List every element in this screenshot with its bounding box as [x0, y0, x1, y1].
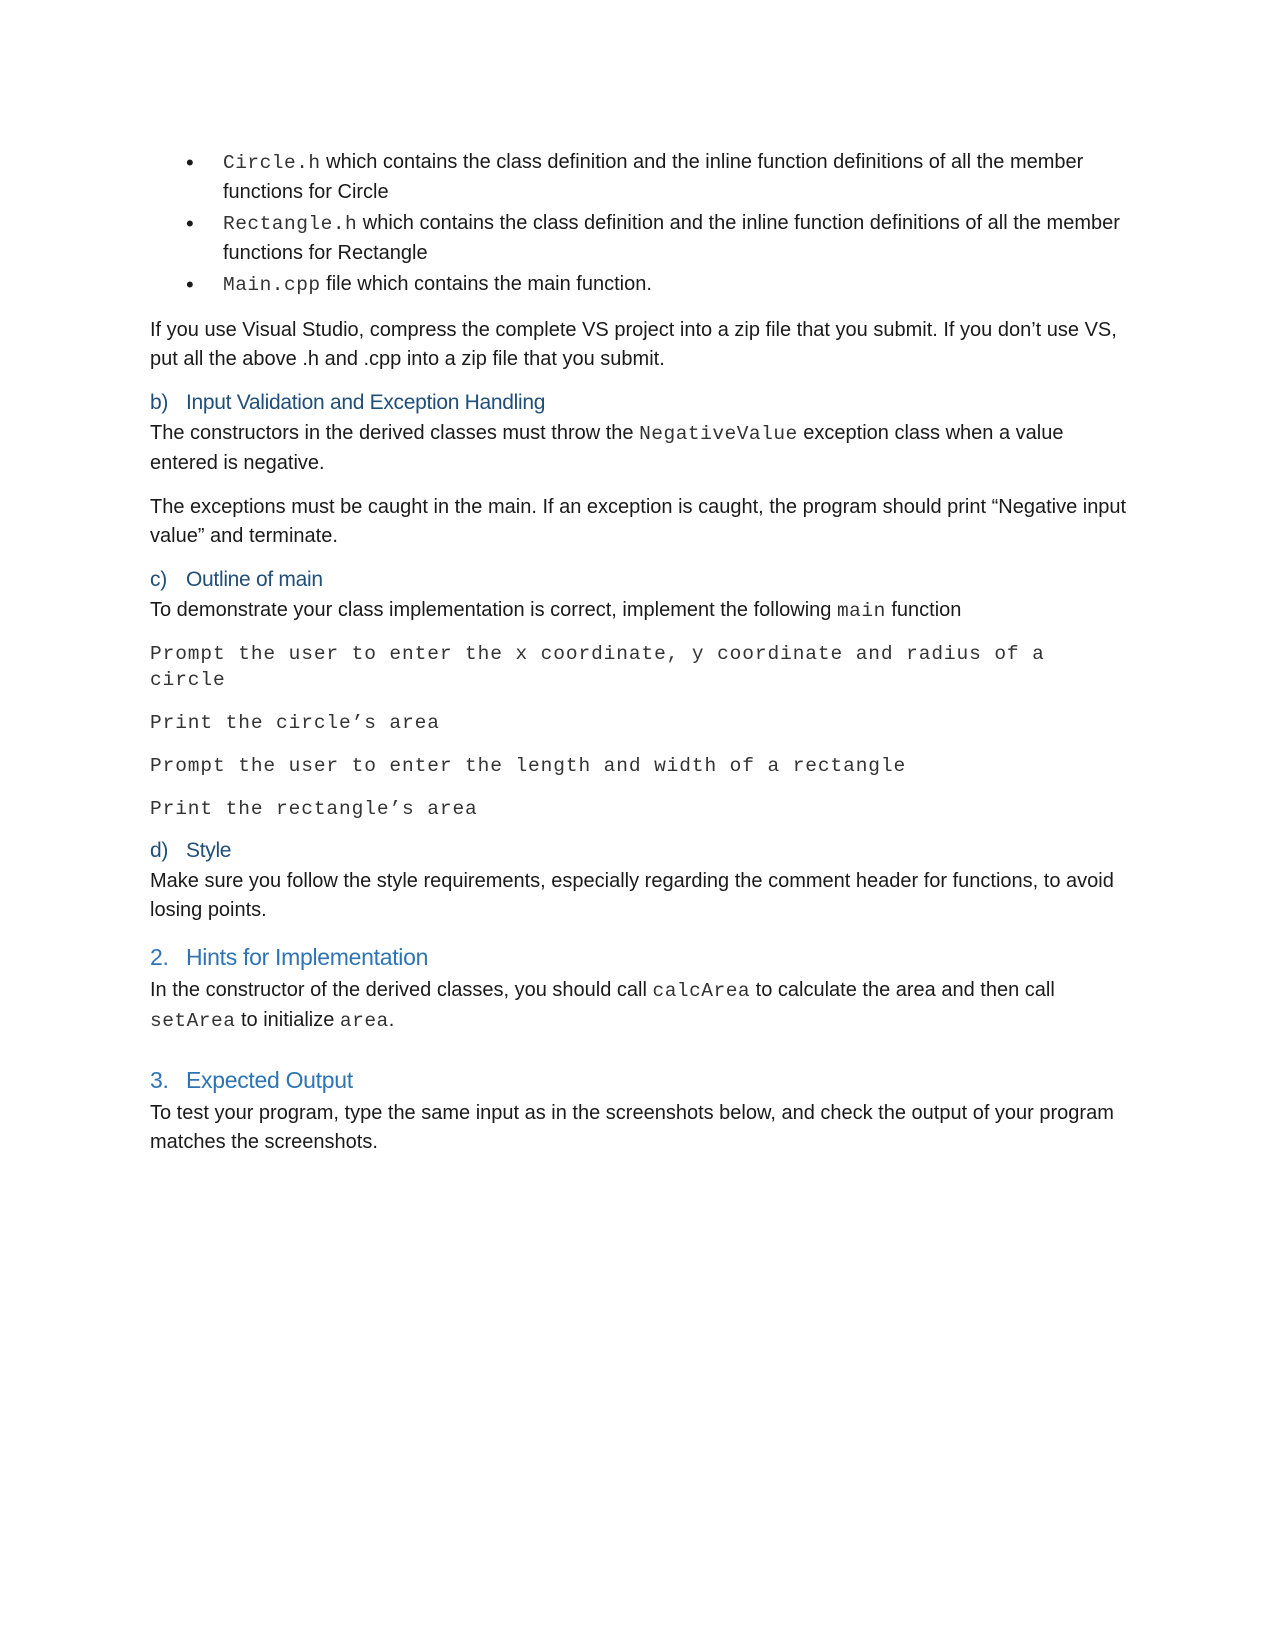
section-d-heading: d) Style	[150, 839, 232, 862]
section-b-paragraph-1: The constructors in the derived classes must throw the NegativeValue exception class when a value entered is negative.	[150, 422, 1064, 474]
bullet-icon: •	[186, 211, 194, 236]
file-name: Rectangle.h	[223, 213, 358, 235]
list-item-text: which contains the class definition and the inline function definitions of all the member functions for Circle	[223, 151, 1084, 203]
file-name: Circle.h	[223, 152, 321, 174]
list-item-text: which contains the class definition and the inline function definitions of all the member functions for Rectangle	[223, 212, 1120, 264]
list-item	[150, 209, 1130, 268]
section-c-intro: To demonstrate your class implementation is correct, implement the following main function	[150, 599, 962, 622]
section-b-paragraph-2: The exceptions must be caught in the main. If an exception is caught, the program should print “Negative input value” and terminate.	[150, 496, 1127, 547]
inline-code: setArea	[150, 1010, 236, 1032]
code-line: Print the circle’s area	[150, 712, 440, 734]
section-2-paragraph: In the constructor of the derived classes, you should call calcArea to calculate the area and then call setArea to initialize area.	[150, 979, 1055, 1032]
inline-code: main	[836, 600, 886, 622]
section-3-heading: 3. Expected Output	[150, 1067, 353, 1093]
list-item	[150, 148, 1130, 207]
section-3-paragraph: To test your program, type the same input as in the screenshots below, and check the output of your program matches the screenshots.	[150, 1102, 1114, 1153]
list-item	[150, 270, 1130, 300]
code-line: Prompt the user to enter the length and width of a rectangle	[150, 755, 907, 777]
inline-code: calcArea	[652, 980, 751, 1002]
bullet-icon: •	[186, 272, 194, 297]
inline-code: area	[339, 1010, 389, 1032]
inline-code: NegativeValue	[639, 423, 798, 445]
section-2-heading: 2. Hints for Implementation	[150, 944, 429, 970]
code-line: Prompt the user to enter the x coordinate, y coordinate and radius of a circle	[150, 643, 1058, 691]
file-name: Main.cpp	[223, 274, 321, 296]
code-line: Print the rectangle’s area	[150, 798, 478, 820]
section-d-paragraph: Make sure you follow the style requirements, especially regarding the comment header for functions, to avoid losing points.	[150, 870, 1114, 921]
document-page	[150, 148, 1130, 1157]
list-item-text: file which contains the main function.	[320, 273, 652, 295]
submit-paragraph: If you use Visual Studio, compress the complete VS project into a zip file that you submit. If you don’t use VS, put all the above .h and .cpp into a zip file that you submit.	[150, 319, 1117, 370]
section-b-heading: b) Input Validation and Exception Handling	[150, 391, 546, 414]
bullet-icon: •	[186, 150, 194, 175]
file-list	[150, 148, 1130, 300]
section-c-heading: c) Outline of main	[150, 568, 323, 591]
